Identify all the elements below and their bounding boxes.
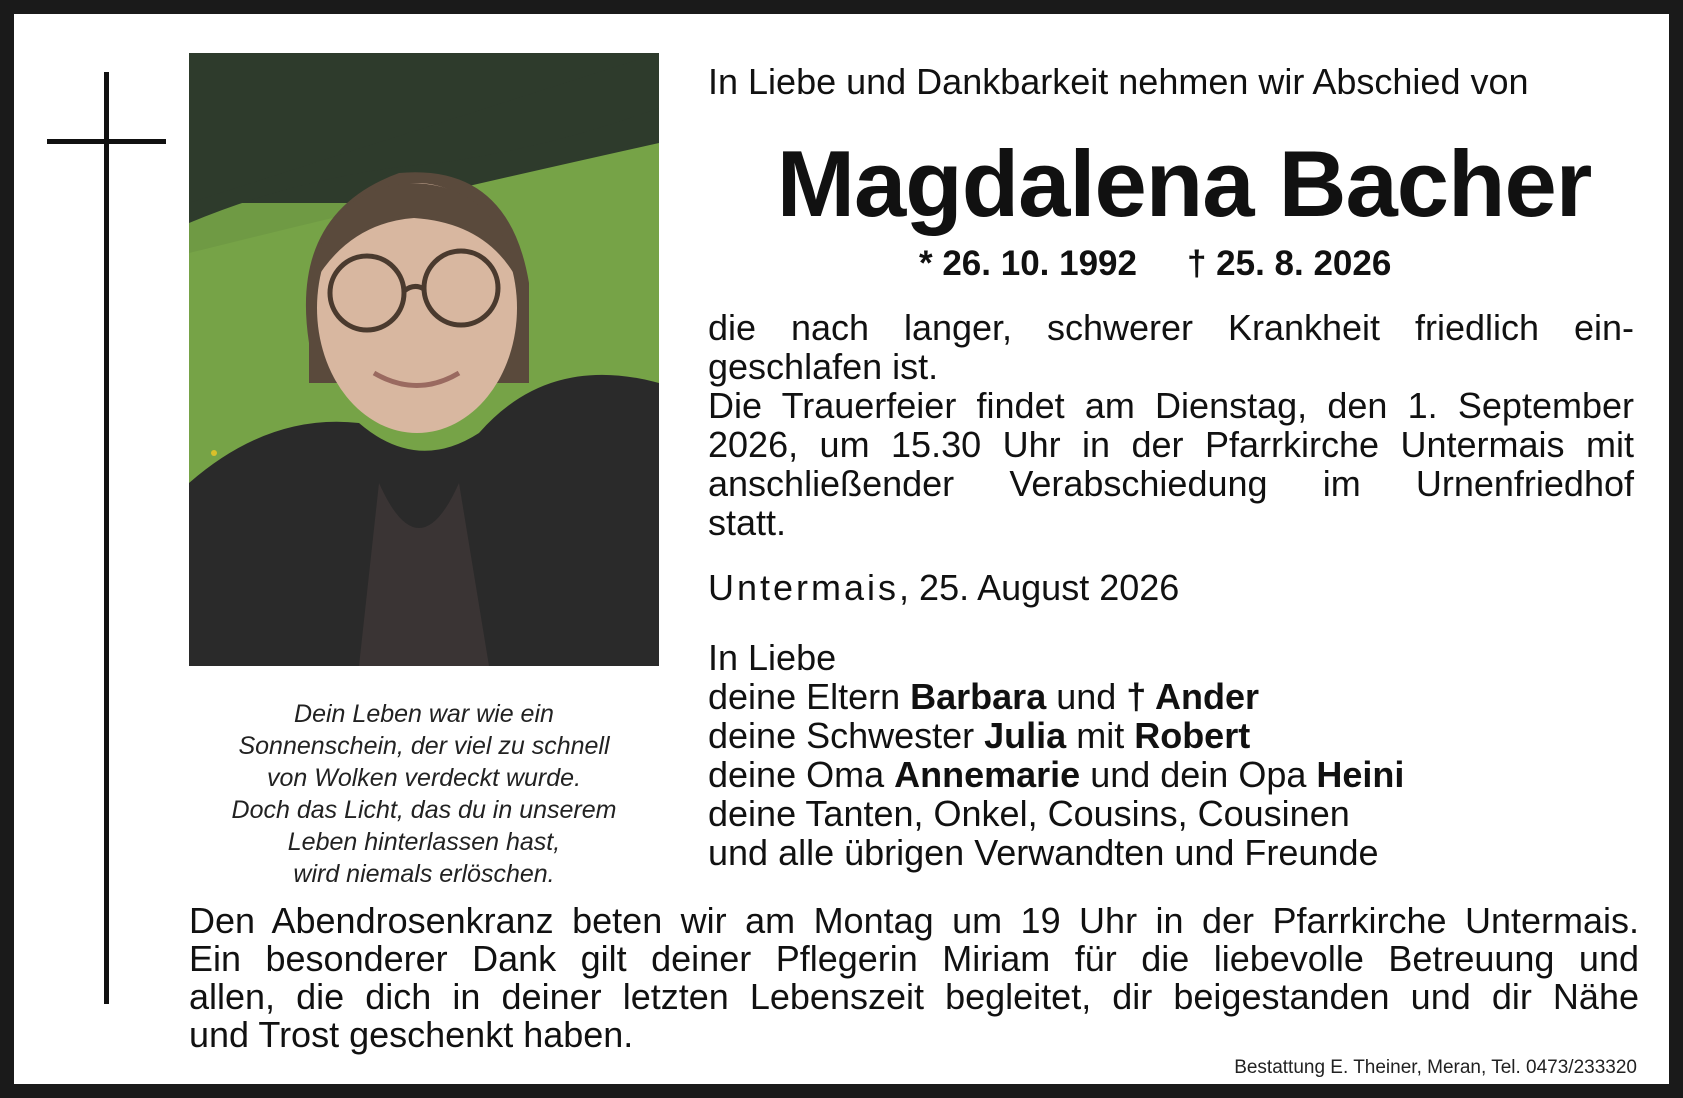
message-line: die nach langer, schwerer Krankheit friedlich ein-	[708, 307, 1634, 348]
funeral-home-imprint: Bestattung E. Theiner, Meran, Tel. 0473/233320	[1234, 1057, 1637, 1078]
deceased-name: Magdalena Bacher	[776, 131, 1592, 236]
family-others: und alle übrigen Verwandten und Freunde	[708, 832, 1379, 873]
message-line: 2026, um 15.30 Uhr in der Pfarrkirche Untermais mit	[708, 424, 1634, 465]
closing-line: und Trost geschenkt haben.	[189, 1014, 634, 1055]
grandfather-name: Heini	[1316, 754, 1405, 795]
family-relatives: deine Tanten, Onkel, Cousins, Cousinen	[708, 793, 1350, 834]
closing-line: allen, die dich in deiner letzten Lebenszeit begleitet, dir beigestanden und dir Nähe	[189, 976, 1639, 1017]
family-sister	[708, 716, 1404, 755]
cross-horizontal-bar	[47, 139, 166, 144]
closing-text	[189, 902, 1639, 1054]
family-prefix: deine Schwester	[708, 715, 985, 756]
family-prefix: deine Oma	[708, 754, 895, 795]
poem-line: Dein Leben war wie ein	[294, 700, 554, 728]
father-name: † Ander	[1126, 676, 1259, 717]
poem-line: Leben hinterlassen hast,	[287, 828, 561, 856]
family-prefix: deine Eltern	[708, 676, 911, 717]
place-name: Untermais	[708, 567, 900, 608]
conjunction: mit	[1066, 715, 1135, 756]
family-list	[708, 638, 1404, 872]
cross-vertical-bar	[104, 72, 109, 1004]
poem-line: Doch das Licht, das du in unserem	[231, 796, 617, 824]
message-line: statt.	[708, 502, 787, 543]
intro-line: In Liebe und Dankbarkeit nehmen wir Abschied von	[708, 61, 1529, 102]
family-heading: In Liebe	[708, 637, 837, 678]
birth-date: * 26. 10. 1992	[919, 244, 1137, 283]
place-and-date	[708, 566, 1179, 610]
notice-date: , 25. August 2026	[899, 567, 1180, 608]
grandmother-name: Annemarie	[894, 754, 1081, 795]
sister-name: Julia	[984, 715, 1067, 756]
conjunction: und dein Opa	[1080, 754, 1317, 795]
family-parents	[708, 677, 1404, 716]
life-dates	[919, 242, 1391, 286]
service-announcement	[708, 308, 1634, 542]
message-line: geschlafen ist.	[708, 346, 939, 387]
partner-name: Robert	[1134, 715, 1251, 756]
mother-name: Barbara	[910, 676, 1047, 717]
portrait-illustration	[189, 53, 659, 666]
poem-line: von Wolken verdeckt wurde.	[266, 764, 582, 792]
poem-line: wird niemals erlöschen.	[293, 860, 555, 888]
family-grandparents	[708, 755, 1404, 794]
message-line: anschließender Verabschiedung im Urnenfriedhof	[708, 463, 1634, 504]
death-date: † 25. 8. 2026	[1186, 244, 1392, 283]
message-line: Die Trauerfeier findet am Dienstag, den 1. September	[708, 385, 1634, 426]
poem-line: Sonnenschein, der viel zu schnell	[238, 732, 610, 760]
portrait-photo	[189, 53, 659, 666]
closing-line: Den Abendrosenkranz beten wir am Montag um 19 Uhr in der Pfarrkirche Untermais.	[189, 900, 1639, 941]
obituary-notice	[14, 14, 1669, 1084]
closing-line: Ein besonderer Dank gilt deiner Pflegerin Miriam für die liebevolle Betreuung und	[189, 938, 1639, 979]
conjunction: und	[1046, 676, 1127, 717]
memorial-poem	[179, 698, 669, 890]
